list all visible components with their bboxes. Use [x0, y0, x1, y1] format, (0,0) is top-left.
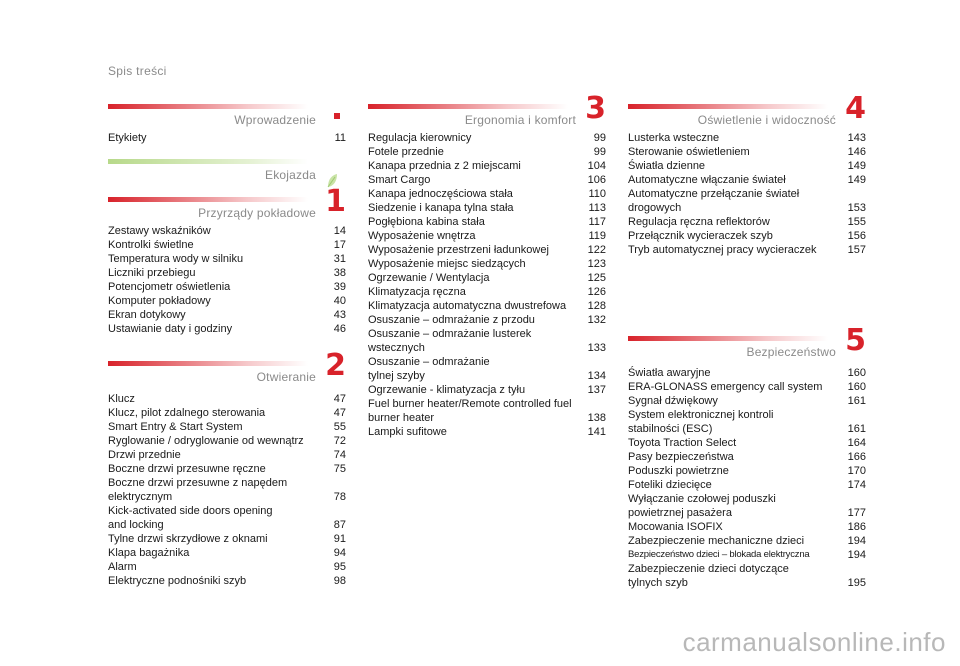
- toc-entry-page: 133: [587, 342, 606, 354]
- toc-entry-page: 39: [333, 281, 346, 293]
- toc-entry[interactable]: [628, 394, 866, 408]
- toc-entry-page: 146: [847, 146, 866, 158]
- toc-entry-page: 141: [587, 426, 606, 438]
- toc-entry[interactable]: [108, 280, 346, 294]
- toc-entry-page: 31: [333, 253, 346, 265]
- section-bar: [108, 159, 308, 164]
- toc-entry[interactable]: [108, 532, 346, 546]
- toc-entry[interactable]: [368, 355, 606, 383]
- section-title: Przyrządy pokładowe: [198, 206, 316, 220]
- toc-entry[interactable]: [108, 131, 346, 145]
- toc-entry[interactable]: [108, 462, 346, 476]
- section-number: 2: [325, 348, 346, 383]
- toc-entry[interactable]: [628, 380, 866, 394]
- toc-entry-page: 43: [333, 309, 346, 321]
- toc-entry[interactable]: [108, 434, 346, 448]
- toc-entry[interactable]: [108, 574, 346, 588]
- toc-entry[interactable]: [368, 397, 606, 425]
- toc-entry-label: Zabezpieczenie mechaniczne dzieci: [628, 535, 805, 547]
- toc-entry-page: 110: [588, 188, 606, 200]
- toc-entry-label: Liczniki przebiegu: [108, 267, 196, 279]
- toc-entry-label: Komputer pokładowy: [108, 295, 211, 307]
- toc-entry-label: Sterowanie oświetleniem: [628, 146, 750, 158]
- toc-entry-page: 95: [333, 561, 346, 573]
- section-wprowadzenie: [108, 103, 346, 145]
- toc-entry[interactable]: [628, 215, 866, 229]
- section-ergonomia: [368, 91, 606, 439]
- toc-entry-page: 153: [847, 202, 866, 214]
- toc-entry[interactable]: [108, 224, 346, 238]
- section-header: [108, 348, 346, 384]
- toc-entry[interactable]: [628, 492, 866, 520]
- toc-entry[interactable]: [108, 252, 346, 266]
- toc-entry[interactable]: [628, 562, 866, 590]
- toc-entry-label: Tylne drzwi skrzydłowe z oknami: [108, 533, 268, 545]
- toc-entry-label: Osuszanie – odmrażanie lusterek wstecznych: [368, 328, 532, 354]
- toc-entry-page: 46: [333, 323, 346, 335]
- toc-entry-label: Ekran dotykowy: [108, 309, 186, 321]
- toc-entry-page: 134: [587, 370, 606, 382]
- toc-entry-page: 149: [847, 160, 866, 172]
- toc-entry[interactable]: [368, 173, 606, 187]
- leaf-icon: [326, 164, 338, 180]
- toc-entry[interactable]: [108, 560, 346, 574]
- section-bar: [108, 104, 308, 109]
- toc-entry-label: Osuszanie – odmrażanie z przodu: [368, 314, 535, 326]
- toc-entry-page: 143: [847, 132, 866, 144]
- toc-entry[interactable]: [108, 406, 346, 420]
- toc-entry-label: Klimatyzacja automatyczna dwustrefowa: [368, 300, 567, 312]
- toc-entry-label: Smart Cargo: [368, 174, 431, 186]
- toc-entry[interactable]: [108, 476, 346, 504]
- toc-entry-page: 160: [847, 381, 866, 393]
- section-title: Otwieranie: [256, 370, 316, 384]
- section-otwieranie: [108, 348, 346, 588]
- toc-entry-label: Wyposażenie wnętrza: [368, 230, 476, 242]
- toc-entry-label: Automatyczne przełączanie świateł drogowych: [628, 188, 800, 214]
- section-header: [628, 91, 866, 127]
- toc-entry-label: Kontrolki świetlne: [108, 239, 194, 251]
- toc-entry[interactable]: [368, 313, 606, 327]
- toc-entry[interactable]: [368, 131, 606, 145]
- section-header: [628, 323, 866, 359]
- toc-entry-page: 104: [587, 160, 606, 172]
- toc-entry-page: 177: [847, 507, 866, 519]
- toc-entry-label: Klapa bagażnika: [108, 547, 190, 559]
- toc-entry-page: 98: [333, 575, 346, 587]
- toc-entry-label: Siedzenie i kanapa tylna stała: [368, 202, 514, 214]
- section-number: 4: [845, 91, 866, 126]
- toc-entry-page: 119: [588, 230, 606, 242]
- entry-list: [368, 131, 606, 439]
- section-title: Wprowadzenie: [234, 113, 316, 127]
- toc-entry-page: 87: [333, 519, 346, 531]
- toc-entry-page: 106: [587, 174, 606, 186]
- toc-entry-page: 160: [847, 367, 866, 379]
- toc-entry-page: 195: [847, 577, 866, 589]
- toc-entry[interactable]: [628, 464, 866, 478]
- section-bar: [108, 361, 308, 366]
- toc-entry-label: Klucz, pilot zdalnego sterowania: [108, 407, 266, 419]
- toc-entry-label: Ustawianie daty i godziny: [108, 323, 233, 335]
- toc-entry[interactable]: [368, 187, 606, 201]
- toc-entry[interactable]: [368, 201, 606, 215]
- toc-entry[interactable]: [628, 436, 866, 450]
- toc-entry-page: 170: [847, 465, 866, 477]
- page-title: Spis treści: [108, 64, 167, 78]
- toc-entry-page: 74: [333, 449, 346, 461]
- toc-entry[interactable]: [628, 131, 866, 145]
- toc-entry[interactable]: [108, 448, 346, 462]
- toc-entry[interactable]: [628, 366, 866, 380]
- section-title: Ekojazda: [265, 168, 316, 182]
- toc-entry[interactable]: [368, 229, 606, 243]
- toc-entry-page: 72: [333, 435, 346, 447]
- toc-entry-page: 194: [847, 549, 866, 561]
- toc-entry[interactable]: [628, 520, 866, 534]
- toc-entry-label: Automatyczne włączanie świateł: [628, 174, 786, 186]
- section-title: Bezpieczeństwo: [746, 345, 836, 359]
- toc-entry-label: System elektronicznej kontroli stabilności (ESC): [628, 409, 774, 435]
- toc-entry[interactable]: [368, 159, 606, 173]
- toc-entry-label: Klucz: [108, 393, 135, 405]
- toc-entry-label: Kanapa przednia z 2 miejscami: [368, 160, 521, 172]
- toc-entry-page: 123: [587, 258, 606, 270]
- toc-entry-label: Wyposażenie przestrzeni ładunkowej: [368, 244, 549, 256]
- toc-entry-label: Kanapa jednoczęściowa stała: [368, 188, 513, 200]
- toc-entry-page: 11: [334, 132, 346, 144]
- toc-entry-label: Bezpieczeństwo dzieci – blokada elektryczna: [628, 549, 810, 560]
- toc-entry-label: Ogrzewanie - klimatyzacja z tyłu: [368, 384, 526, 396]
- entry-list: [108, 224, 346, 336]
- toc-entry[interactable]: [108, 504, 346, 532]
- toc-entry-page: 117: [588, 216, 606, 228]
- toc-entry[interactable]: [108, 322, 346, 336]
- toc-entry-label: Światła dzienne: [628, 160, 706, 172]
- toc-entry[interactable]: [108, 308, 346, 322]
- toc-entry-label: Fuel burner heater/Remote controlled fuel burner heater: [368, 398, 572, 424]
- toc-entry-page: 14: [333, 225, 346, 237]
- toc-entry[interactable]: [108, 546, 346, 560]
- toc-entry[interactable]: [628, 243, 866, 257]
- toc-entry-label: Regulacja ręczna reflektorów: [628, 216, 770, 228]
- toc-entry-page: 99: [593, 146, 606, 158]
- toc-entry-page: 166: [847, 451, 866, 463]
- toc-entry-page: 38: [333, 267, 346, 279]
- toc-entry-label: Foteliki dziecięce: [628, 479, 712, 491]
- section-number: 5: [845, 323, 866, 358]
- entry-list: [108, 392, 346, 588]
- toc-entry[interactable]: [628, 173, 866, 187]
- toc-entry-page: 194: [847, 535, 866, 547]
- toc-entry[interactable]: [628, 450, 866, 464]
- toc-entry-label: Wyposażenie miejsc siedzących: [368, 258, 526, 270]
- toc-entry-label: Lusterka wsteczne: [628, 132, 720, 144]
- toc-entry-page: 157: [847, 244, 866, 256]
- toc-entry[interactable]: [628, 534, 866, 548]
- toc-entry-page: 91: [333, 533, 346, 545]
- toc-entry-label: Zabezpieczenie dzieci dotyczące tylnych szyb: [628, 563, 789, 589]
- toc-entry-label: Pogłębiona kabina stała: [368, 216, 485, 228]
- toc-entry-page: 126: [587, 286, 606, 298]
- section-title: Ergonomia i komfort: [464, 113, 576, 127]
- toc-entry-page: 40: [333, 295, 346, 307]
- section-bezpieczenstwo: [628, 323, 866, 590]
- toc-entry-page: 138: [587, 412, 606, 424]
- section-title: Oświetlenie i widoczność: [697, 113, 836, 127]
- section-dot-icon: [334, 113, 340, 119]
- entry-list: [108, 131, 346, 145]
- toc-entry-label: Etykiety: [108, 132, 147, 144]
- toc-entry-label: Tryb automatycznej pracy wycieraczek: [628, 244, 817, 256]
- toc-entry[interactable]: [108, 392, 346, 406]
- toc-entry[interactable]: [368, 145, 606, 159]
- toc-entry-page: 132: [587, 314, 606, 326]
- toc-entry-page: 161: [847, 395, 866, 407]
- toc-entry-label: Boczne drzwi przesuwne ręczne: [108, 463, 266, 475]
- toc-entry-label: ERA-GLONASS emergency call system: [628, 381, 823, 393]
- section-number: 1: [325, 184, 346, 219]
- toc-entry-label: Mocowania ISOFIX: [628, 521, 723, 533]
- toc-entry[interactable]: [368, 243, 606, 257]
- toc-entry-label: Fotele przednie: [368, 146, 444, 158]
- toc-entry-label: Zestawy wskaźników: [108, 225, 211, 237]
- toc-entry[interactable]: [368, 215, 606, 229]
- section-bar: [628, 336, 828, 341]
- toc-entry-page: 156: [847, 230, 866, 242]
- toc-entry-page: 75: [333, 463, 346, 475]
- toc-entry-label: Osuszanie – odmrażanie tylnej szyby: [368, 356, 490, 382]
- section-header: [108, 103, 346, 125]
- toc-entry-page: 122: [587, 244, 606, 256]
- toc-entry-label: Lampki sufitowe: [368, 426, 447, 438]
- toc-entry[interactable]: [368, 327, 606, 355]
- toc-entry[interactable]: [628, 478, 866, 492]
- toc-entry-label: Potencjometr oświetlenia: [108, 281, 231, 293]
- toc-entry-page: 186: [847, 521, 866, 533]
- toc-entry-label: Alarm: [108, 561, 137, 573]
- section-number: 3: [585, 91, 606, 126]
- toc-entry-page: 155: [847, 216, 866, 228]
- section-header: [108, 158, 346, 180]
- toc-entry[interactable]: [368, 257, 606, 271]
- section-bar: [108, 197, 308, 202]
- toc-entry[interactable]: [628, 229, 866, 243]
- toc-entry-label: Klimatyzacja ręczna: [368, 286, 466, 298]
- toc-entry-label: Światła awaryjne: [628, 367, 711, 379]
- toc-entry-label: Toyota Traction Select: [628, 437, 737, 449]
- entry-list: [628, 366, 866, 590]
- toc-entry[interactable]: [628, 408, 866, 436]
- toc-entry-page: 99: [593, 132, 606, 144]
- toc-entry-page: 137: [587, 384, 606, 396]
- toc-entry-page: 47: [333, 407, 346, 419]
- toc-entry[interactable]: [368, 299, 606, 313]
- toc-entry-page: 174: [847, 479, 866, 491]
- toc-entry-label: Kick-activated side doors opening and locking: [108, 505, 273, 531]
- toc-entry-page: 149: [847, 174, 866, 186]
- toc-entry[interactable]: [628, 548, 866, 562]
- toc-entry[interactable]: [108, 294, 346, 308]
- toc-entry[interactable]: [368, 425, 606, 439]
- toc-entry-label: Boczne drzwi przesuwne z napędem elektrycznym: [108, 477, 288, 503]
- toc-entry-label: Ogrzewanie / Wentylacja: [368, 272, 490, 284]
- toc-entry[interactable]: [628, 145, 866, 159]
- section-przyrzady: [108, 184, 346, 336]
- toc-entry[interactable]: [628, 159, 866, 173]
- toc-entry-label: Ryglowanie / odryglowanie od wewnątrz: [108, 435, 304, 447]
- section-header: [368, 91, 606, 127]
- toc-entry[interactable]: [368, 271, 606, 285]
- toc-entry-page: 125: [587, 272, 606, 284]
- section-header: [108, 184, 346, 220]
- toc-entry-label: Regulacja kierownicy: [368, 132, 472, 144]
- toc-entry-page: 94: [333, 547, 346, 559]
- toc-entry-page: 55: [333, 421, 346, 433]
- toc-entry[interactable]: [628, 187, 866, 215]
- toc-entry-label: Smart Entry & Start System: [108, 421, 243, 433]
- toc-entry[interactable]: [368, 285, 606, 299]
- toc-entry-page: 164: [847, 437, 866, 449]
- toc-entry-label: Poduszki powietrzne: [628, 465, 729, 477]
- toc-entry-label: Przełącznik wycieraczek szyb: [628, 230, 773, 242]
- toc-entry-page: 17: [333, 239, 346, 251]
- toc-entry-label: Temperatura wody w silniku: [108, 253, 244, 265]
- toc-entry-page: 47: [333, 393, 346, 405]
- watermark: carmanualsonline.info: [682, 627, 946, 657]
- toc-entry-label: Sygnał dźwiękowy: [628, 395, 718, 407]
- section-ekojazda: [108, 158, 346, 180]
- toc-entry-label: Wyłączanie czołowej poduszki powietrznej pasażera: [628, 493, 776, 519]
- section-bar: [628, 104, 828, 109]
- toc-entry-label: Elektryczne podnośniki szyb: [108, 575, 247, 587]
- toc-entry-page: 78: [333, 491, 346, 503]
- toc-entry[interactable]: [108, 238, 346, 252]
- entry-list: [628, 131, 866, 257]
- toc-entry-page: 128: [587, 300, 606, 312]
- toc-entry-label: Pasy bezpieczeństwa: [628, 451, 734, 463]
- section-bar: [368, 104, 568, 109]
- toc-entry-label: Drzwi przednie: [108, 449, 181, 461]
- toc-entry[interactable]: [108, 420, 346, 434]
- toc-entry-page: 113: [588, 202, 606, 214]
- toc-entry[interactable]: [108, 266, 346, 280]
- toc-entry[interactable]: [368, 383, 606, 397]
- toc-entry-page: 161: [847, 423, 866, 435]
- section-oswietlenie: [628, 91, 866, 257]
